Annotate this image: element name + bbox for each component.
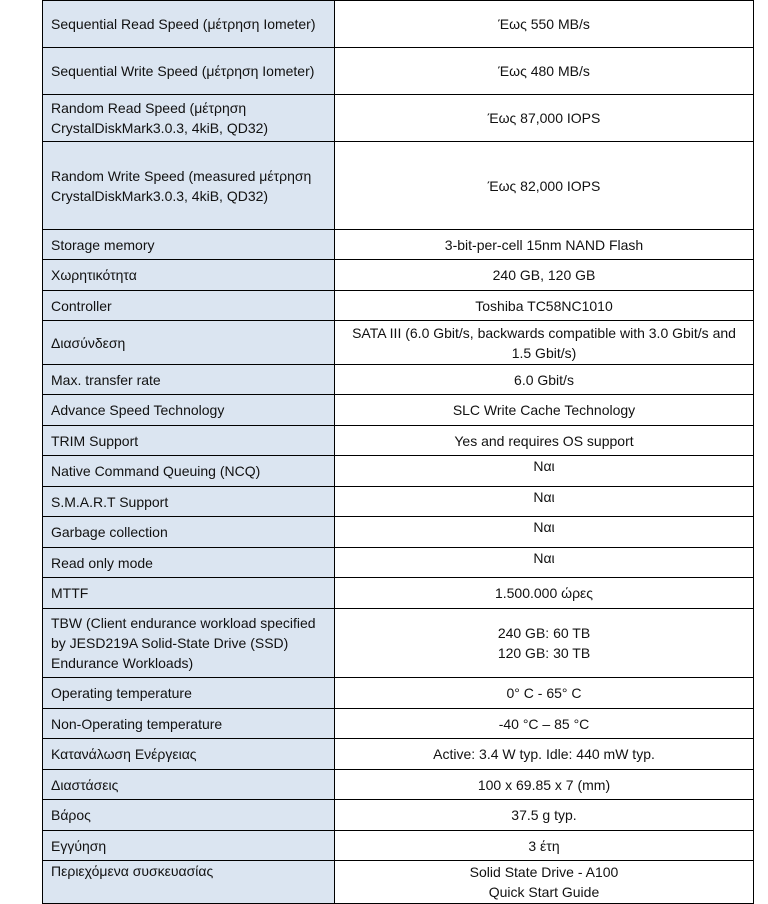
spec-row-smart (43, 487, 754, 517)
spec-row-operating-temperature (43, 678, 754, 709)
spec-row-garbage-collection (43, 517, 754, 548)
spec-label: Non-Operating temperature (43, 709, 335, 739)
spec-value: Active: 3.4 W typ. Idle: 440 mW typ. (335, 739, 754, 770)
spec-label: Περιεχόμενα συσκευασίας (43, 861, 335, 904)
spec-label: Sequential Write Speed (μέτρηση Iometer) (43, 48, 335, 95)
spec-label: Random Write Speed (measured μέτρηση CrystalDiskMark3.0.3, 4kiB, QD32) (43, 142, 335, 230)
spec-value: 3-bit-per-cell 15nm NAND Flash (335, 230, 754, 260)
spec-label: Βάρος (43, 800, 335, 831)
spec-label: Εγγύηση (43, 831, 335, 861)
spec-label: Random Read Speed (μέτρηση CrystalDiskMark3.0.3, 4kiB, QD32) (43, 95, 335, 142)
spec-label: Operating temperature (43, 678, 335, 709)
spec-row-random-read (43, 95, 754, 142)
spec-row-ncq (43, 456, 754, 487)
spec-value: Έως 480 MB/s (335, 48, 754, 95)
specifications-table (42, 0, 754, 904)
spec-value: Έως 87,000 IOPS (335, 95, 754, 142)
spec-value: 3 έτη (335, 831, 754, 861)
spec-label: Read only mode (43, 548, 335, 578)
spec-value: Ναι (335, 456, 754, 487)
spec-value: Έως 82,000 IOPS (335, 142, 754, 230)
spec-row-warranty (43, 831, 754, 861)
spec-label: Sequential Read Speed (μέτρηση Iometer) (43, 1, 335, 48)
spec-value: 0° C - 65° C (335, 678, 754, 709)
spec-label: Διασύνδεση (43, 321, 335, 365)
spec-row-mttf (43, 578, 754, 609)
spec-value: 240 GB, 120 GB (335, 260, 754, 291)
spec-value: 37.5 g typ. (335, 800, 754, 831)
spec-label: MTTF (43, 578, 335, 609)
spec-label: Controller (43, 291, 335, 321)
spec-row-interface (43, 321, 754, 365)
spec-value: 100 x 69.85 x 7 (mm) (335, 770, 754, 800)
spec-value: Yes and requires OS support (335, 426, 754, 456)
spec-label: Native Command Queuing (NCQ) (43, 456, 335, 487)
spec-value: Ναι (335, 548, 754, 578)
spec-label: Garbage collection (43, 517, 335, 548)
spec-label: Advance Speed Technology (43, 395, 335, 426)
spec-row-max-transfer-rate (43, 365, 754, 395)
spec-row-trim (43, 426, 754, 456)
spec-value: SLC Write Cache Technology (335, 395, 754, 426)
spec-row-random-write (43, 142, 754, 230)
spec-value-line: 120 GB: 30 TB (497, 645, 591, 661)
spec-value-line: Quick Start Guide (488, 884, 600, 900)
spec-row-advance-speed (43, 395, 754, 426)
spec-row-sequential-write (43, 48, 754, 95)
spec-row-dimensions (43, 770, 754, 800)
spec-label: Κατανάλωση Ενέργειας (43, 739, 335, 770)
spec-value: Toshiba TC58NC1010 (335, 291, 754, 321)
spec-label: Χωρητικότητα (43, 260, 335, 291)
spec-row-non-operating-temperature (43, 709, 754, 739)
spec-value-line: Solid State Drive - A100 (469, 864, 619, 880)
spec-value (335, 861, 754, 904)
spec-label: Διαστάσεις (43, 770, 335, 800)
spec-value: SATA III (6.0 Gbit/s, backwards compatible with 3.0 Gbit/s and 1.5 Gbit/s) (335, 321, 754, 365)
spec-row-storage-memory (43, 230, 754, 260)
spec-value: -40 °C – 85 °C (335, 709, 754, 739)
spec-row-package-contents (43, 861, 754, 904)
spec-value: Έως 550 MB/s (335, 1, 754, 48)
spec-value: 6.0 Gbit/s (335, 365, 754, 395)
spec-value: Ναι (335, 517, 754, 548)
spec-value-line: 240 GB: 60 TB (497, 625, 591, 641)
spec-row-weight (43, 800, 754, 831)
spec-label: S.M.A.R.T Support (43, 487, 335, 517)
spec-row-sequential-read (43, 1, 754, 48)
spec-row-tbw (43, 609, 754, 678)
spec-row-power-consumption (43, 739, 754, 770)
spec-value: Ναι (335, 487, 754, 517)
spec-value: 1.500.000 ώρες (335, 578, 754, 609)
spec-label: TRIM Support (43, 426, 335, 456)
spec-value (335, 609, 754, 678)
spec-row-controller (43, 291, 754, 321)
spec-row-capacity (43, 260, 754, 291)
spec-label: TBW (Client endurance workload specified by JESD219A Solid-State Drive (SSD) Endurance Workloads) (43, 609, 335, 678)
spec-label: Max. transfer rate (43, 365, 335, 395)
spec-label: Storage memory (43, 230, 335, 260)
spec-row-read-only-mode (43, 548, 754, 578)
